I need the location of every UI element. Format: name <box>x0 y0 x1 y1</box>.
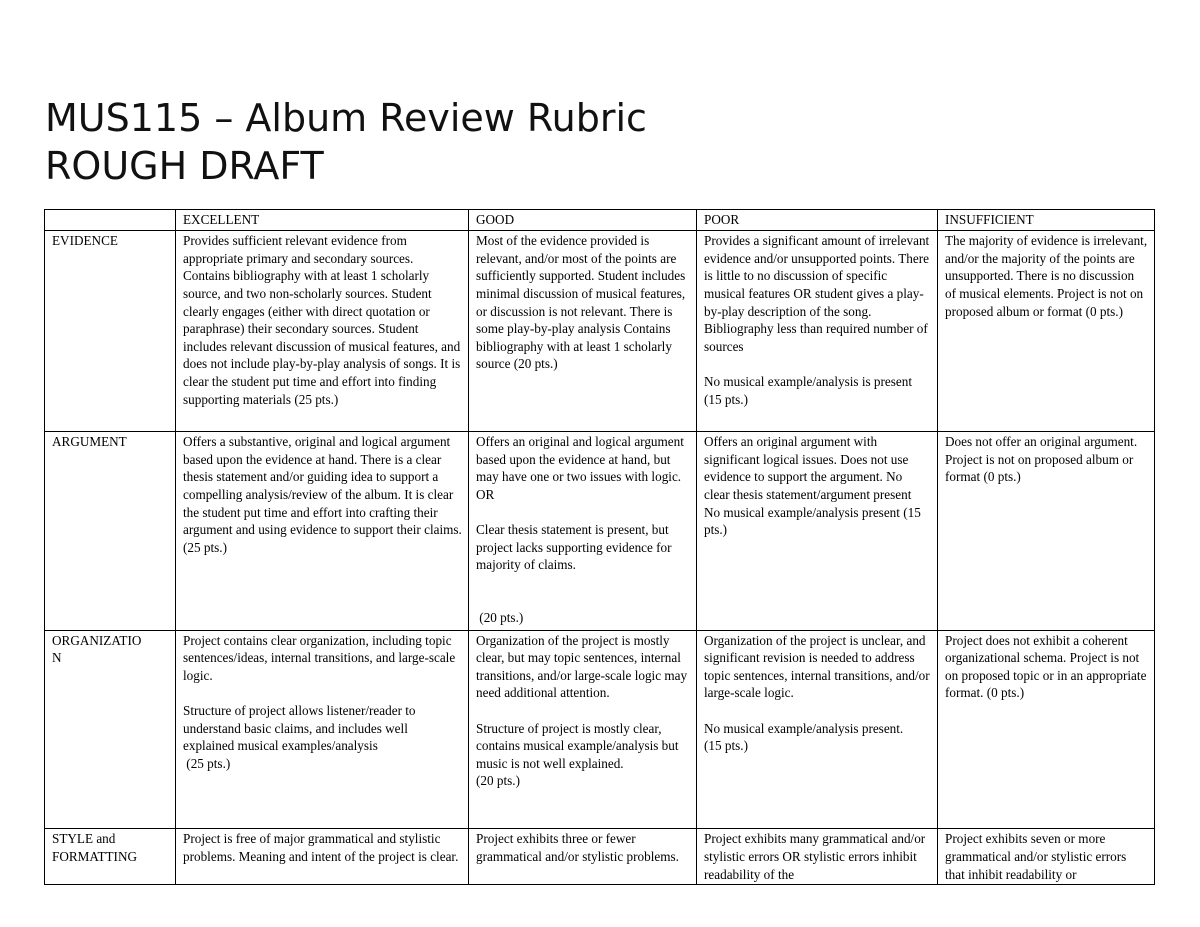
argument-poor-cell: Offers an original argument with significant logical issues. Does not use evidence to support the argument. No clear thesis statement/argument present No musical example/analysis present (15 pts.) <box>697 432 938 630</box>
style-poor-cell: Project exhibits many grammatical and/or stylistic errors OR stylistic errors inhibit readability of the <box>697 829 938 885</box>
style-excellent-cell: Project is free of major grammatical and stylistic problems. Meaning and intent of the project is clear. <box>176 829 469 885</box>
style-insufficient-cell: Project exhibits seven or more grammatical and/or stylistic errors that inhibit readability or <box>938 829 1155 885</box>
argument-good-cell: Offers an original and logical argument based upon the evidence at hand, but may have one or two issues with logic. OR Clear thesis statement is present, but project lacks supporting evidence for majority of claims. (20 pts.) <box>469 432 697 630</box>
header-cell-poor: POOR <box>697 210 938 231</box>
organization-excellent-cell: Project contains clear organization, including topic sentences/ideas, internal transitions, and large-scale logic. Structure of project allows listener/reader to understand basic claims, and includes well explained musical examples/analysis (25 pts.) <box>176 630 469 829</box>
argument-excellent-cell: Offers a substantive, original and logical argument based upon the evidence at hand. There is a clear thesis statement and/or guiding idea to support a compelling analysis/review of the album. It is clear the student put time and effort into crafting their argument and using evidence to support their claims. (25 pts.) <box>176 432 469 630</box>
criterion-evidence: EVIDENCE <box>45 231 176 432</box>
criterion-organization: ORGANIZATIO N <box>45 630 176 829</box>
argument-insufficient-cell: Does not offer an original argument. Project is not on proposed album or format (0 pts.) <box>938 432 1155 630</box>
table-row <box>45 432 1155 630</box>
page-title <box>45 94 647 190</box>
table-row <box>45 231 1155 432</box>
evidence-insufficient-cell: The majority of evidence is irrelevant, and/or the majority of the points are unsupported. There is no discussion of musical elements. Project is not on proposed album or format (0 pts.) <box>938 231 1155 432</box>
header-row <box>45 210 1155 231</box>
criterion-argument: ARGUMENT <box>45 432 176 630</box>
style-good-cell: Project exhibits three or fewer grammatical and/or stylistic problems. <box>469 829 697 885</box>
title-line-draft: ROUGH DRAFT <box>45 144 324 188</box>
header-cell-insufficient: INSUFFICIENT <box>938 210 1155 231</box>
evidence-excellent-cell: Provides sufficient relevant evidence from appropriate primary and secondary sources. Contains bibliography with at least 1 scholarly source, and two non-scholarly sources. Student clearly engages (either with direct quotation or paraphrase) their secondary sources. Student includes relevant discussion of musical features, and does not include play-by-play analysis of songs. It is clear the student put time and effort into finding supporting materials (25 pts.) <box>176 231 469 432</box>
evidence-good-cell: Most of the evidence provided is relevant, and/or most of the points are sufficiently supported. Student includes minimal discussion of musical features, or discussion is not relevant. There is some play-by-play analysis Contains bibliography with at least 1 scholarly source (20 pts.) <box>469 231 697 432</box>
criterion-style-formatting: STYLE and FORMATTING <box>45 829 176 885</box>
evidence-poor-cell: Provides a significant amount of irrelevant evidence and/or unsupported points. There is little to no discussion of specific musical features OR student gives a play-by-play description of the song. Bibliography less than required number of sources No musical example/analysis is present (15 pts.) <box>697 231 938 432</box>
header-cell-good: GOOD <box>469 210 697 231</box>
table-row <box>45 630 1155 829</box>
organization-good-cell: Organization of the project is mostly clear, but may topic sentences, internal transitions, and/or large-scale logic may need additional attention. Structure of project is mostly clear, contains musical example/analysis but music is not well explained. (20 pts.) <box>469 630 697 829</box>
title-line-course: MUS115 – Album Review Rubric <box>45 96 647 140</box>
header-cell-excellent: EXCELLENT <box>176 210 469 231</box>
organization-insufficient-cell: Project does not exhibit a coherent organizational schema. Project is not on proposed topic or in an appropriate format. (0 pts.) <box>938 630 1155 829</box>
organization-poor-cell: Organization of the project is unclear, and significant revision is needed to address topic sentences, internal transitions, and/or large-scale logic. No musical example/analysis present. (15 pts.) <box>697 630 938 829</box>
table-row <box>45 829 1155 885</box>
header-cell-empty <box>45 210 176 231</box>
rubric-table <box>44 209 1155 885</box>
